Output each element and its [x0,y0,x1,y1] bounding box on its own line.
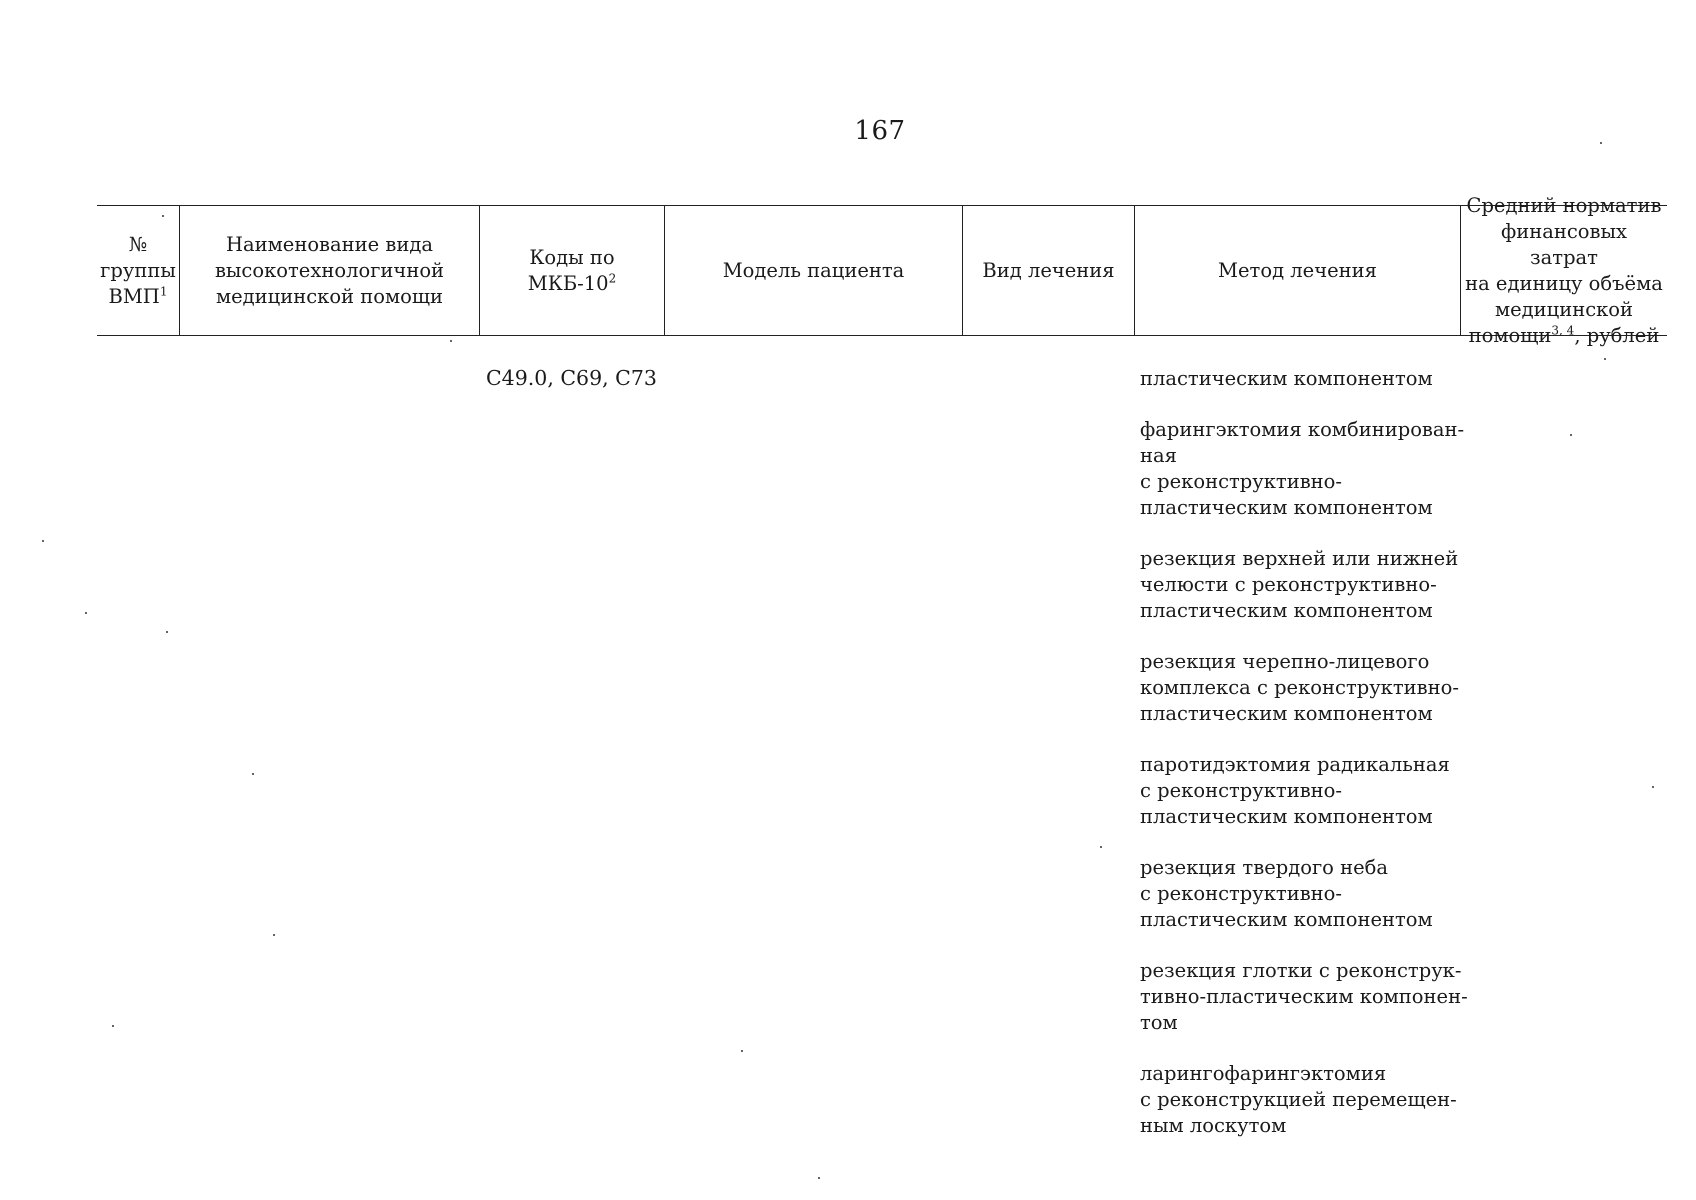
treatment-method-item [1140,1061,1470,1139]
treatment-method-line: резекция верхней или нижней [1140,547,1459,570]
header-line: Модель пациента [722,258,905,282]
treatment-method-line: тивно-пластическим компонен- [1140,985,1468,1008]
treatment-method-item [1140,546,1470,624]
header-treatment-type [963,206,1135,335]
scan-speck [1652,786,1654,788]
header-line: , рублей [1574,323,1660,347]
treatment-methods-list [1140,366,1470,1164]
treatment-method-line: пластическим компонентом [1140,908,1433,931]
treatment-method-item [1140,417,1470,521]
footnote-ref: 3, 4 [1551,323,1575,337]
treatment-method-item [1140,855,1470,933]
header-group-number [97,206,180,335]
treatment-method-line: ным лоскутом [1140,1114,1287,1137]
header-line: Средний норматив [1466,193,1662,217]
treatment-method-line: паротидэктомия радикальная [1140,753,1450,776]
treatment-method-line: резекция твердого неба [1140,856,1389,879]
header-line: № [128,232,148,256]
treatment-method-line: пластическим компонентом [1140,599,1433,622]
header-line: Вид лечения [982,258,1115,282]
header-patient-model [665,206,963,335]
header-line: ВМП [108,284,160,308]
header-line: группы [100,258,176,282]
scan-speck [450,340,452,342]
treatment-method-line: фарингэктомия комбинирован- [1140,418,1465,441]
table-header [97,193,1667,347]
header-line: помощи [1468,323,1552,347]
scan-speck [42,540,44,542]
treatment-method-item [1140,649,1470,727]
scan-speck [741,1050,743,1052]
treatment-method-line: резекция глотки с реконструк- [1140,959,1462,982]
treatment-method-line: челюсти с реконструктивно- [1140,573,1437,596]
scan-speck [112,1025,114,1027]
treatment-method-line: резекция черепно-лицевого [1140,650,1430,673]
treatment-method-line: пластическим компонентом [1140,496,1433,519]
scan-speck [1604,358,1606,360]
page-number: 167 [854,116,906,146]
icd-codes-cell: C49.0, C69, C73 [486,366,657,390]
scan-speck [1600,142,1602,144]
header-icd-codes [480,206,665,335]
treatment-method-line: пластическим компонентом [1140,805,1433,828]
header-average-cost [1461,193,1667,347]
header-treatment-method [1135,206,1461,335]
treatment-method-line: ная [1140,444,1177,467]
treatment-method-line: с реконструкцией перемещен- [1140,1088,1457,1111]
scan-speck [1570,434,1572,436]
header-line: финансовых затрат [1500,219,1628,269]
header-line: Коды по [529,245,615,269]
treatment-method-item [1140,366,1470,392]
treatment-method-line: пластическим компонентом [1140,702,1433,725]
scan-speck [252,773,254,775]
treatment-method-line: с реконструктивно- [1140,779,1343,802]
header-line: Метод лечения [1218,258,1377,282]
treatment-method-line: с реконструктивно- [1140,882,1343,905]
treatment-method-line: с реконструктивно- [1140,470,1343,493]
header-line: медицинской [1494,297,1634,321]
header-line: Наименование вида [225,232,434,256]
scan-speck [818,1177,820,1179]
scan-speck [1100,846,1102,848]
treatment-method-line: комплекса с реконструктивно- [1140,676,1459,699]
treatment-method-item [1140,958,1470,1036]
scan-speck [166,631,168,633]
treatment-method-line: пластическим компонентом [1140,367,1433,390]
header-line: МКБ-10 [527,271,609,295]
footnote-ref: 1 [159,284,168,298]
treatment-method-item [1140,752,1470,830]
header-line: медицинской помощи [215,284,444,308]
header-care-type-name [180,206,480,335]
header-line: высокотехнологичной [214,258,445,282]
footnote-ref: 2 [608,271,617,285]
treatment-method-line: ларингофарингэктомия [1140,1062,1387,1085]
header-line: на единицу объёма [1465,271,1663,295]
scan-speck [85,612,87,614]
treatment-method-line: том [1140,1011,1178,1034]
scan-speck [162,215,164,217]
scan-speck [273,934,275,936]
